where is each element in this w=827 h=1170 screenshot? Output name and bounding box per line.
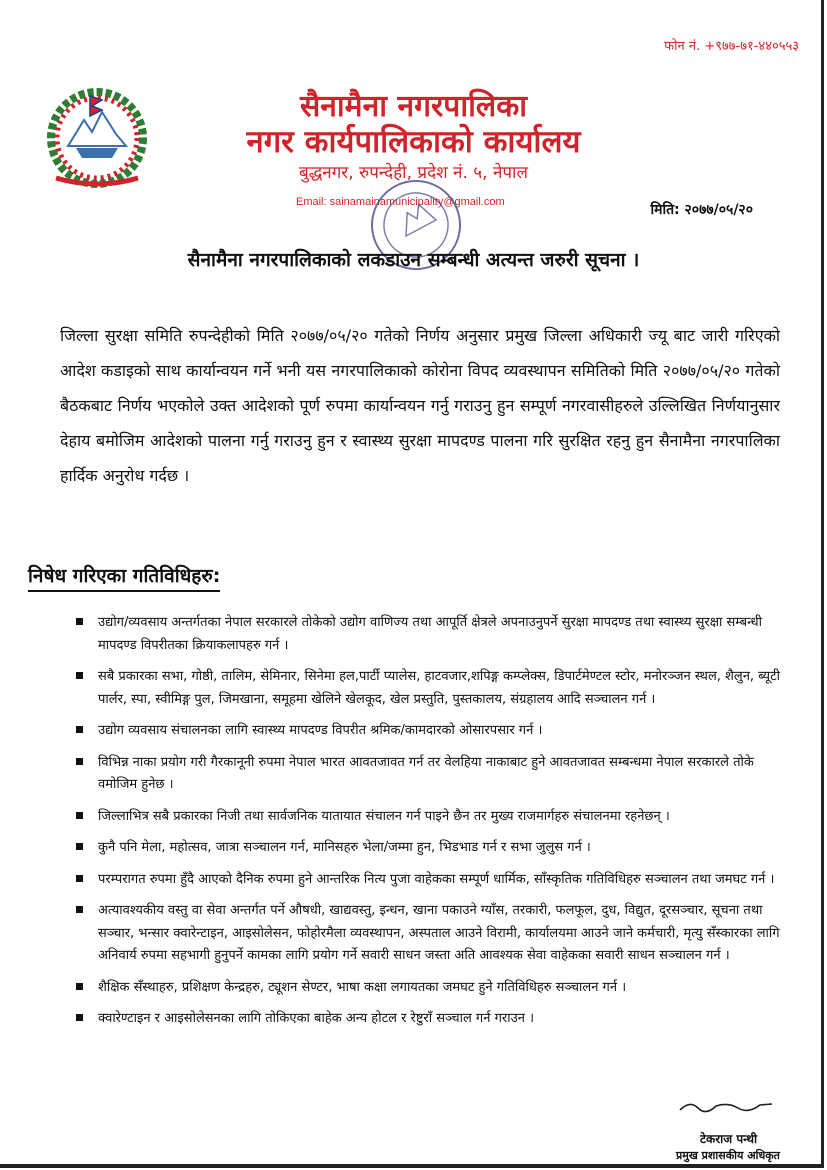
list-item	[76, 666, 788, 711]
prohibited-activities-list	[76, 612, 788, 1040]
bullet-icon	[76, 726, 83, 733]
list-item-text: परम्परागत रुपमा हुँदै आएको दैनिक रुपमा हुने आन्तरिक नित्य पुजा वाहेकका सम्पूर्ण धार्मिक, साँस्कृतिक गतिविधिहरु सञ्चालन तथा जमघट गर्न ।	[98, 871, 775, 887]
list-item-text: अत्यावश्यकीय वस्तु वा सेवा अन्तर्गत पर्ने औषधी, खाद्यवस्तु, इन्धन, खाना पकाउने ग्याँस, तरकारी, फलफूल, दुध, विद्युत, दूरसञ्चार, सूचना तथा सञ्चार, भन्सार क्वारेन्टाइन, आइसोलेसन, फोहोरमैला व्यवस्थापन, अस्पताल आउने विरामी, कार्यालयमा आउने जाने कर्मचारी, मृत्यु सँस्कारका लागि अनिवार्य रुपमा सहभागी हुनुपर्ने कामका लागि प्रयोग गर्ने सवारी साधन जस्ता अति आवश्यक सेवा वाहेकका सवारी साधन सञ्चालन गर्न ।	[98, 903, 780, 963]
signatory-name: टेकराज पन्थी	[700, 1132, 758, 1146]
list-item-text: कुनै पनि मेला, महोत्सव, जात्रा सञ्चालन गर्न, मानिसहरु भेला/जम्मा हुन, भिडभाड गर्न र सभा जुलुस गर्न ।	[98, 840, 591, 855]
bullet-icon	[76, 1014, 83, 1021]
list-item	[76, 806, 788, 829]
list-item-text: उद्योग/व्यवसाय अन्तर्गतका नेपाल सरकारले तोकेको उद्योग वाणिज्य तथा आपूर्ति क्षेत्रले अपनाउनुपर्ने सुरक्षा मापदण्ड तथा स्वास्थ्य सुरक्षा सम्बन्धी मापदण्ड विपरीतका क्रियाकलापहरु गर्न ।	[98, 615, 762, 653]
office-name: नगर कार्यपालिकाको कार्यालय	[246, 124, 581, 160]
bullet-icon	[76, 812, 83, 819]
bullet-icon	[76, 618, 83, 625]
list-item	[76, 720, 788, 743]
org-name: सैनामैना नगरपालिका	[299, 89, 528, 124]
email-link[interactable]: Email: sainamainamunicipality@gmail.com	[296, 196, 505, 208]
list-item-text: क्वारेण्टाइन र आइसोलेसनका लागि तोकिएका बाहेक अन्य होटल र रेष्टुराँ सञ्चाल गर्न गराउन ।	[98, 1011, 534, 1026]
list-item-text: उद्योग व्यवसाय संचालनका लागि स्वास्थ्य मापदण्ड विपरीत श्रमिक/कामदारको ओसारपसार गर्न ।	[98, 723, 543, 738]
bullet-icon	[76, 758, 83, 765]
list-item	[76, 1008, 788, 1031]
bullet-icon	[76, 672, 83, 679]
bullet-icon	[76, 875, 83, 882]
list-item-text: शैक्षिक सँस्थाहरु, प्रशिक्षण केन्द्रहरु, ट्यूशन सेण्टर, भाषा कक्षा लगायतका जमघट हुने गतिविधिहरु सञ्चालन गर्न ।	[98, 979, 627, 995]
office-address: बुद्धनगर, रुपन्देही, प्रदेश नं. ५, नेपाल	[299, 163, 528, 183]
list-item	[76, 869, 788, 892]
list-item	[76, 612, 788, 657]
prohibited-activities-heading: निषेध गरिएका गतिविधिहरु:	[28, 562, 220, 592]
signature-icon	[676, 1096, 776, 1118]
list-item	[76, 752, 788, 797]
list-item-text: सबै प्रकारका सभा, गोष्ठी, तालिम, सेमिनार, सिनेमा हल,पार्टी प्यालेस, हाटवजार,शपिङ्ग कम्प्लेक्स, डिपार्टमेण्टल स्टोर, मनोरञ्जन स्थल, शैलुन, ब्यूटी पार्लर, स्पा, स्वीमिङ्ग पुल, जिमखाना, समूहमा खेलिने खेलकूद, खेल प्रस्तुति, पुस्तकालय, संग्रहालय आदि सञ्चालन गर्न ।	[98, 669, 780, 707]
notice-title: सैनामैना नगरपालिकाको लकडाउन सम्बन्धी अत्यन्त जरुरी सूचना ।	[187, 249, 640, 271]
phone-number: फोन नं. +९७७-७१-४४०५५३	[664, 39, 799, 54]
list-item	[76, 977, 788, 1000]
list-item-text: विभिन्न नाका प्रयोग गरी गैरकानूनी रुपमा नेपाल भारत आवतजावत गर्न तर वेलहिया नाकाबाट हुने आवतजावत सम्बन्धमा नेपाल सरकारले तोके वमोजिम हुनेछ ।	[98, 754, 754, 792]
issue-date: मिति: २०७७/०५/२०	[650, 202, 753, 218]
signatory-title: प्रमुख प्रशासकीय अधिकृत	[676, 1149, 780, 1162]
list-item	[76, 900, 788, 968]
list-item-text: जिल्लाभित्र सबै प्रकारका निजी तथा सार्वजनिक यातायात संचालन गर्न पाइने छैन तर मुख्य राजमार्गहरु संचालनमा रहनेछन् ।	[98, 808, 670, 824]
list-item	[76, 837, 788, 860]
bullet-icon	[76, 843, 83, 850]
bullet-icon	[76, 983, 83, 990]
intro-paragraph: जिल्ला सुरक्षा समिति रुपन्देहीको मिति २०७७/०५/२० गतेको निर्णय अनुसार प्रमुख जिल्ला अधिकारी ज्यू बाट जारी गरिएको आदेश कडाइको साथ कार्यान्वयन गर्ने भनी यस नगरपालिकाको कोरोना विपद व्यवस्थापन समितिको मिति २०७७/०५/२० गतेको बैठकबाट निर्णय भएकोले उक्त आदेशको पूर्ण रुपमा कार्यान्वयन गर्नु गराउनु हुन सम्पूर्ण नगरवासीहरुले उल्लिखित निर्णयानुसार देहाय बमोजिम आदेशको पालना गर्नु गराउनु हुन र स्वास्थ्य सुरक्षा मापदण्ड पालना गरि सुरक्षित रहनु हुन सैनामैना नगरपालिका हार्दिक अनुरोध गर्दछ ।	[60, 326, 780, 485]
bullet-icon	[76, 906, 83, 913]
